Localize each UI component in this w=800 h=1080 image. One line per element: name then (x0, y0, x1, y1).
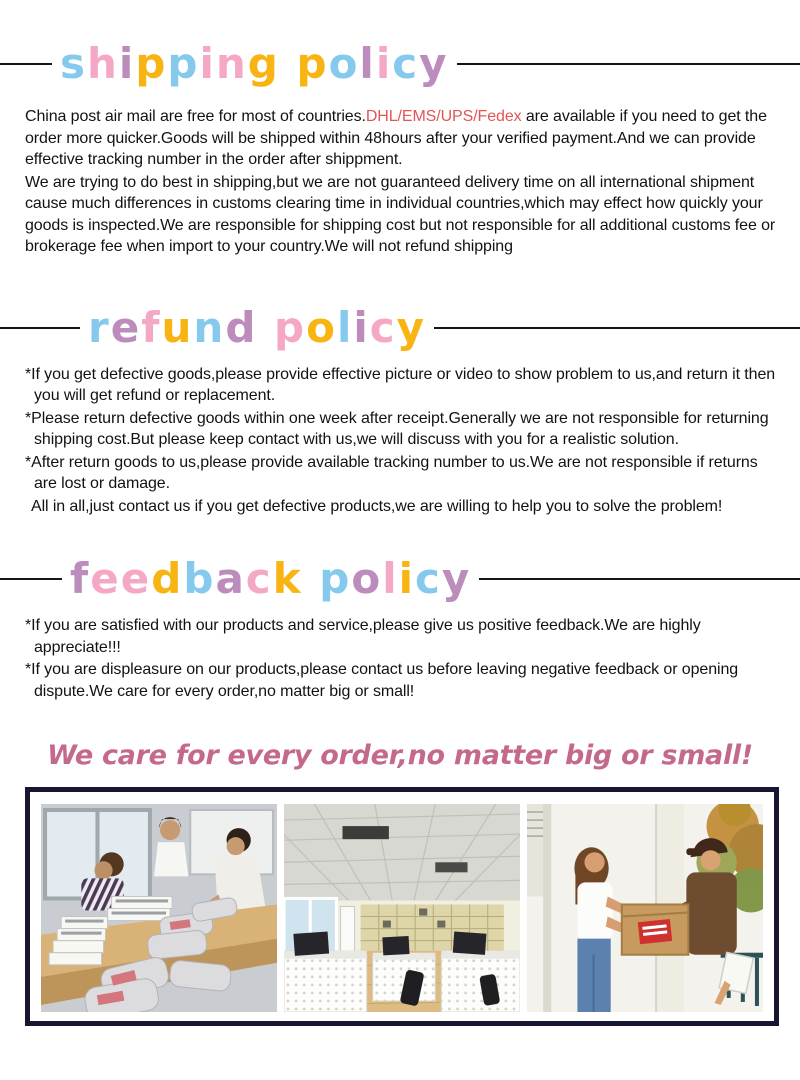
office-illustration (284, 804, 520, 1012)
feedback-item-2: *If you are displeasure on our products,please contact us before leaving negative feedback or opening dispute.We care for every order,no matter big or small! (25, 661, 739, 700)
divider-line (479, 578, 800, 580)
feedback-policy-title: feedback policy (70, 554, 472, 603)
feedback-item-1: *If you are satisfied with our products and service,please give us positive feedback.We are highly appreciate!!! (25, 617, 701, 656)
photo-strip-frame (25, 787, 779, 1026)
warehouse-packing-illustration (41, 804, 277, 1012)
divider-line (0, 63, 52, 65)
refund-item-1: *If you get defective goods,please provide effective picture or video to show problem to us,and return it then you will get refund or replacement. (25, 365, 776, 404)
divider-line (0, 578, 62, 580)
shipping-policy-section (0, 34, 800, 258)
refund-policy-section (0, 298, 800, 518)
shipping-paragraph-1: China post air mail are free for most of countries.DHL/EMS/UPS/Fedex are available if you need to get the order more quicker.Goods will be shipped within 48hours after your verified payment.And we can provide effective tracking number in the order after shippment. (25, 108, 767, 168)
refund-item-4: All in all,just contact us if you get defective products,we are willing to help you to solve the problem! (31, 497, 723, 515)
shipping-policy-title: shipping policy (60, 39, 449, 88)
warehouse-packing-photo (41, 804, 277, 1012)
refund-policy-heading-row (0, 298, 800, 358)
feedback-policy-section (0, 549, 800, 702)
office-photo (284, 804, 520, 1012)
divider-line (0, 327, 80, 329)
delivery-photo (527, 804, 763, 1012)
shipping-policy-heading-row (0, 34, 800, 94)
shipping-paragraph-2: We are trying to do best in shipping,but we are not guaranteed delivery time on all international shipment cause much differences in customs clearing time in individual countries,which may effect how quickly your goods is inspected.We are responsible for shipping cost but not responsible for all additional customs fee or brokerage fee when import to your country.We will not refund shipping (25, 173, 776, 255)
refund-item-2: *Please return defective goods within one week after receipt.Generally we are not responsible for returning shipping cost.But please keep contact with us,we will discuss with you for a realistic solution. (25, 409, 769, 448)
feedback-policy-heading-row (0, 549, 800, 609)
divider-line (434, 327, 800, 329)
refund-policy-title: refund policy (88, 302, 427, 352)
refund-item-3: *After return goods to us,please provide available tracking number to us.We are not responsible if returns are lost or damage. (25, 453, 758, 492)
care-slogan: We care for every order,no matter big or small! (47, 740, 753, 771)
divider-line (457, 63, 800, 65)
delivery-illustration (527, 804, 763, 1012)
